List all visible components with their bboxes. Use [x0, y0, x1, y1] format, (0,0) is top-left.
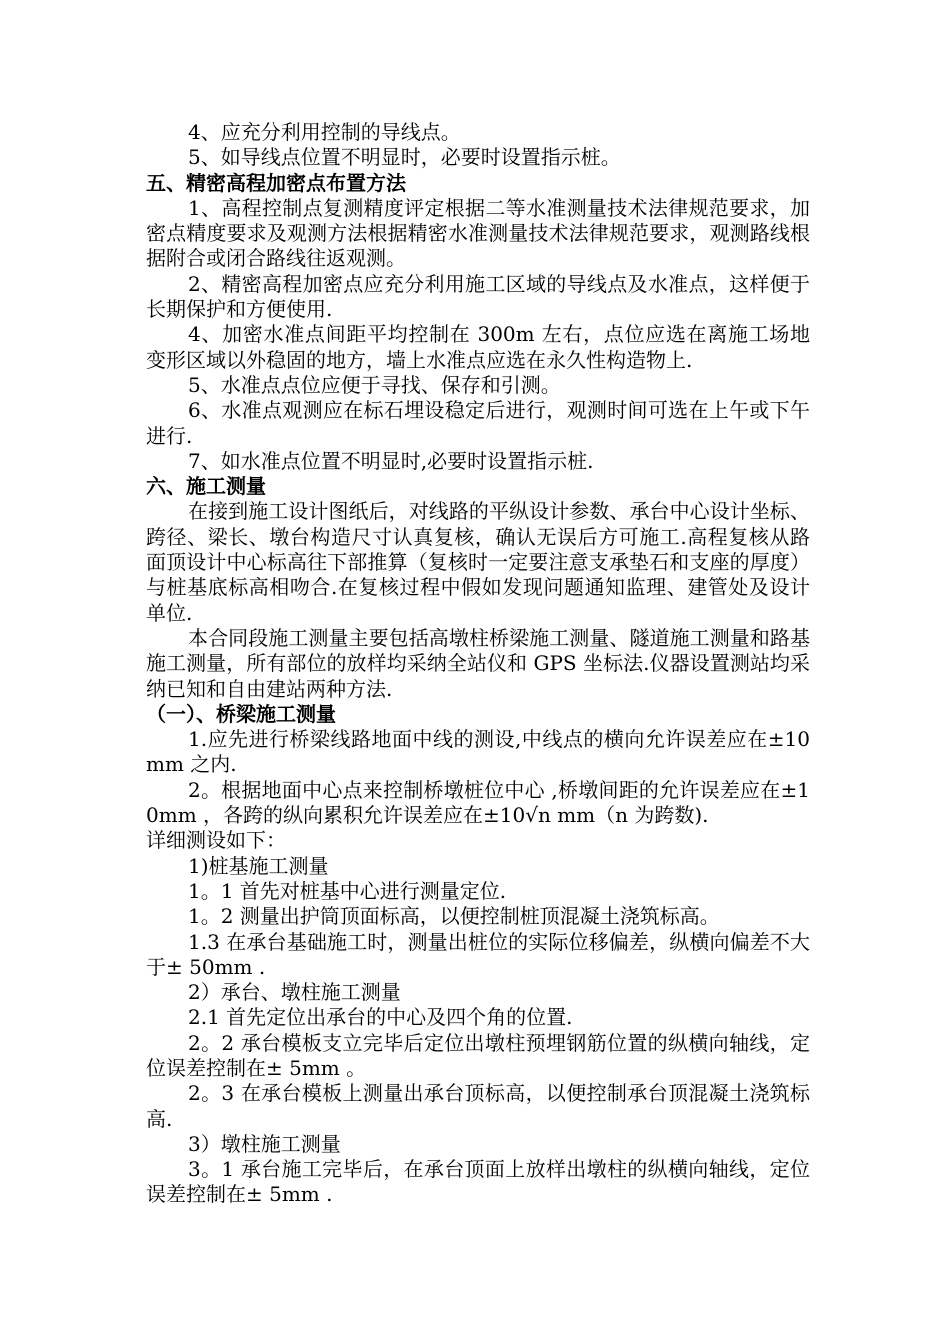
paragraph: 详细测设如下：	[146, 828, 286, 853]
section-heading: 五、精密高程加密点布置方法	[146, 170, 406, 195]
subsection-heading: （一）、桥梁施工测量	[146, 701, 336, 726]
list-item: 1。1 首先对桩基中心进行测量定位.	[188, 878, 507, 903]
paragraph: 7、如水准点位置不明显时,必要时设置指示桩.	[188, 448, 594, 473]
paragraph: 1.应先进行桥梁线路地面中线的测设,中线点的横向允许误差应在±10mm 之内.	[146, 727, 810, 777]
paragraph: 4、加密水准点间距平均控制在 300m 左右，点位应选在离施工场地变形区域以外稳固的地方，墙上水准点应选在永久性构造物上.	[146, 322, 810, 372]
list-item: 2.1 首先定位出承台的中心及四个角的位置.	[188, 1005, 573, 1030]
paragraph: 5、水准点点位应便于寻找、保存和引测。	[188, 372, 561, 397]
list-item: 2。3 在承台模板上测量出承台顶标高，以便控制承台顶混凝土浇筑标高.	[146, 1081, 810, 1131]
list-item: 3。1 承台施工完毕后，在承台顶面上放样出墩柱的纵横向轴线，定位误差控制在± 5mm .	[146, 1157, 810, 1207]
paragraph: 本合同段施工测量主要包括高墩柱桥梁施工测量、隧道施工测量和路基施工测量，所有部位的放样均采纳全站仪和 GPS 坐标法.仪器设置测站均采纳已知和自由建站两种方法.	[146, 625, 810, 701]
list-item: 2。2 承台模板支立完毕后定位出墩柱预埋钢筋位置的纵横向轴线，定位误差控制在± 5mm 。	[146, 1030, 810, 1080]
section-heading: 六、施工测量	[146, 474, 266, 499]
paragraph: 1、高程控制点复测精度评定根据二等水准测量技术法律规范要求，加密点精度要求及观测方法根据精密水准测量技术法律规范要求，观测路线根据附合或闭合路线往返观测。	[146, 195, 810, 271]
list-item: 3）墩柱施工测量	[188, 1131, 341, 1156]
list-item: 2）承台、墩柱施工测量	[188, 980, 401, 1005]
paragraph: 2。根据地面中心点来控制桥墩桩位中心 ,桥墩间距的允许误差应在±10mm ，各跨的纵向累积允许误差应在±10√n mm（n 为跨数).	[146, 777, 810, 828]
paragraph: 4、应充分利用控制的导线点。	[188, 120, 461, 144]
paragraph: 6、水准点观测应在标石埋设稳定后进行，观测时间可选在上午或下午进行.	[146, 398, 810, 448]
document-body	[146, 120, 810, 1208]
list-item: 1.3 在承台基础施工时，测量出桩位的实际位移偏差，纵横向偏差不大于± 50mm .	[146, 929, 810, 979]
list-item: 1)桩基施工测量	[188, 853, 329, 878]
paragraph: 2、精密高程加密点应充分利用施工区域的导线点及水准点，这样便于长期保护和方便使用.	[146, 271, 810, 322]
paragraph: 5、如导线点位置不明显时，必要时设置指示桩。	[188, 145, 621, 170]
list-item: 1。2 测量出护筒顶面标高，以便控制桩顶混凝土浇筑标高。	[188, 904, 720, 929]
paragraph: 在接到施工设计图纸后，对线路的平纵设计参数、承台中心设计坐标、跨径、梁长、墩台构造尺寸认真复核，确认无误后方可施工.高程复核从路面顶设计中心标高往下部推算（复核时一定要注意支承垫石和支座的厚度）与桩基底标高相吻合.在复核过程中假如发现问题通知监理、建管处及设计单位.	[146, 499, 810, 625]
